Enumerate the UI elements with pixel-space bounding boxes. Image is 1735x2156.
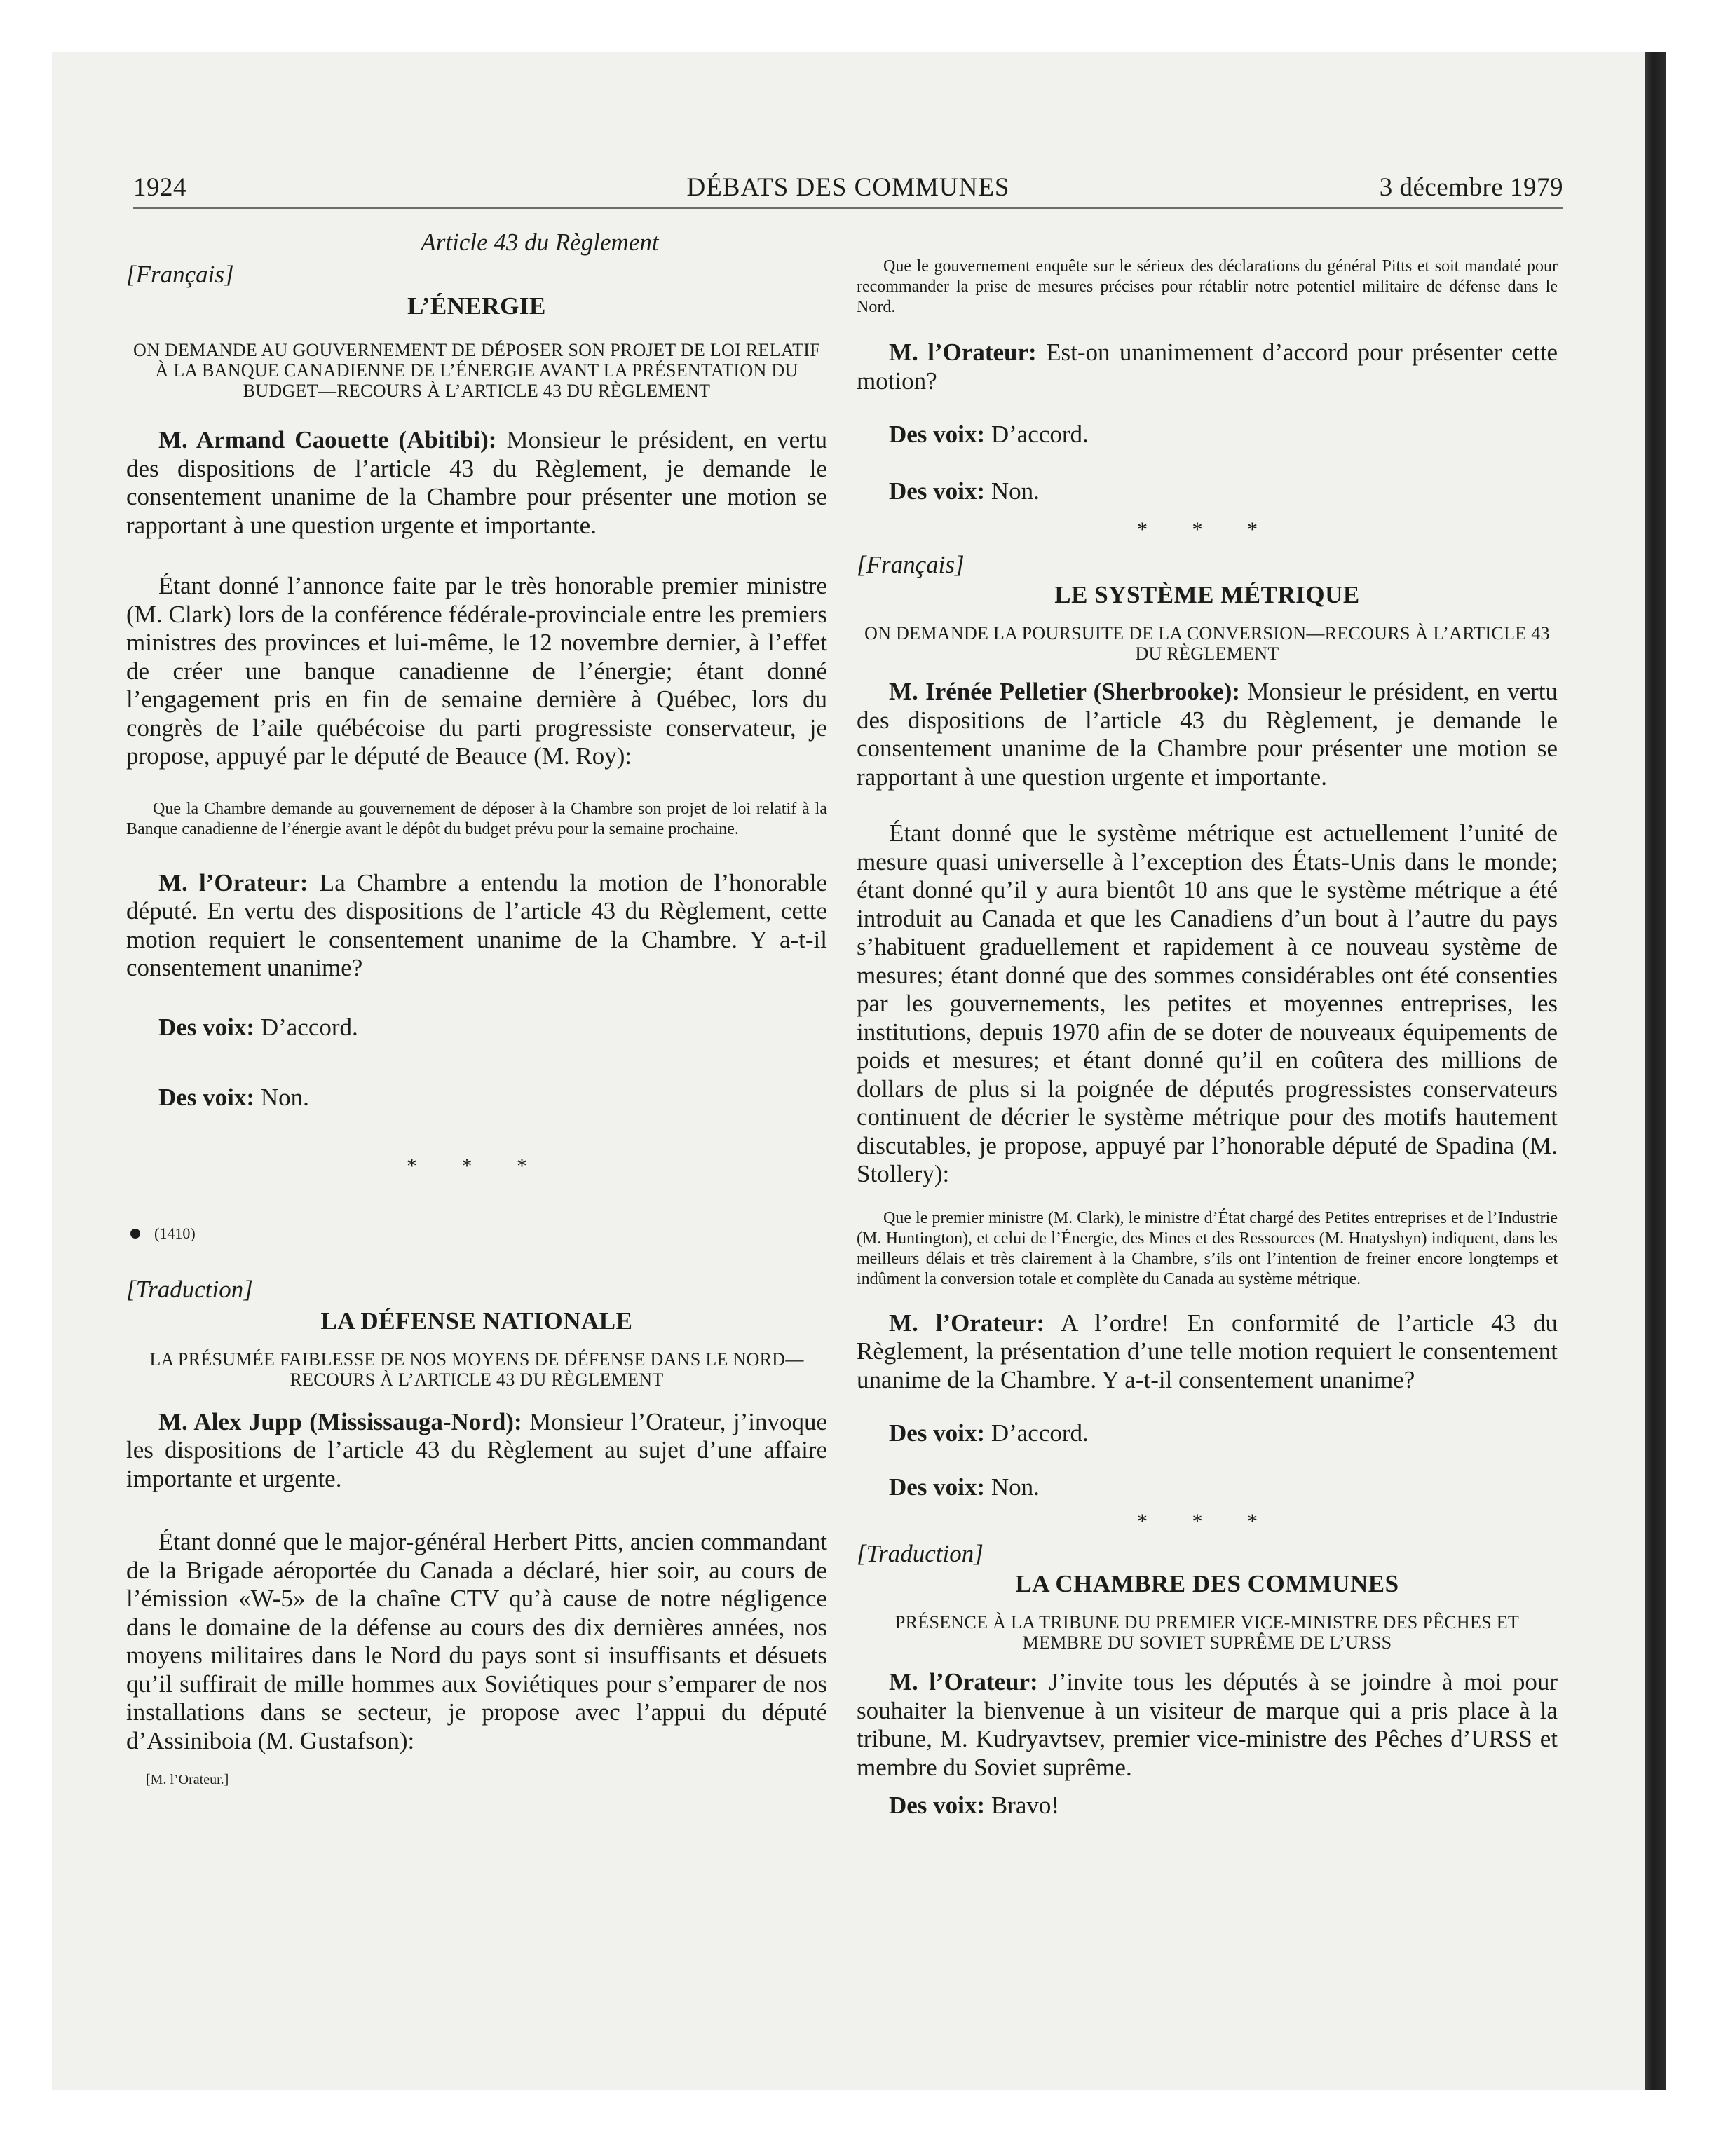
voices-line <box>857 1792 1558 1820</box>
speaker-name: M. l’Orateur: <box>158 868 308 896</box>
section-separator: * * * <box>407 1154 547 1178</box>
voices-line <box>857 1419 1558 1448</box>
section-heading-defense: LA DÉFENSE NATIONALE <box>320 1306 633 1335</box>
speech-text: Non. <box>985 477 1040 505</box>
language-marker: [Traduction] <box>857 1540 984 1567</box>
speech-text: J’invite tous les députés à se joindre à moi pour souhaiter la bienvenue à un visiteur de marque qui a pris place à la tribune, M. Kudryavtsev, premier vice-ministre des Pêches d’URSS et membre du Soviet suprême. <box>857 1668 1558 1781</box>
speech-paragraph <box>126 1408 827 1494</box>
speaker-name: Des voix: <box>889 477 986 505</box>
rubric-article-43: Article 43 du Règlement <box>421 228 659 256</box>
speaker-name: M. Irénée Pelletier (Sherbrooke): <box>889 678 1241 705</box>
speech-text: Est-on unanimement d’accord pour présenter cette motion? <box>857 339 1558 395</box>
speech-text: A l’ordre! En conformité de l’article 43 du Règlement, la présentation d’une telle motion requiert le consentement unanime de la Chambre. Y a-t-il consentement unanime? <box>857 1309 1558 1393</box>
speech-paragraph <box>126 869 827 983</box>
motion-quote: Que le gouvernement enquête sur le sérieux des déclarations du général Pitts et soit mandaté pour recommander la prise de mesures précises pour rétablir notre potentiel militaire de défense dans le Nord. <box>857 257 1558 316</box>
speaker-name: M. l’Orateur: <box>889 1668 1038 1696</box>
speaker-name: M. l’Orateur: <box>889 339 1037 366</box>
language-marker: [Français] <box>126 261 234 288</box>
voices-line <box>857 477 1558 506</box>
section-heading-chambre: LA CHAMBRE DES COMMUNES <box>1015 1570 1399 1597</box>
speaker-name: M. Alex Jupp (Mississauga-Nord): <box>158 1407 522 1435</box>
speaker-name: M. Armand Caouette (Abitibi): <box>158 426 497 453</box>
voices-line <box>126 1084 827 1112</box>
scan-edge-strip <box>1645 52 1666 2090</box>
voices-line <box>857 421 1558 449</box>
speech-text: D’accord. <box>254 1013 358 1041</box>
section-separator: * * * <box>1137 518 1277 541</box>
speech-text: Monsieur le président, en vertu des dispositions de l’article 43 du Règlement, je demande le consentement unanime de la Chambre pour présenter une motion se rapportant à une question urgente et importante. <box>857 678 1558 791</box>
right-column <box>857 257 1558 1820</box>
speech-text: Non. <box>254 1084 309 1111</box>
speech-text: La Chambre a entendu la motion de l’honorable député. En vertu des dispositions de l’article 43 du Règlement, cette motion requiert le consentement unanime de la Chambre. Y a-t-il consentement unanime? <box>126 868 827 981</box>
page-date: 3 décembre 1979 <box>1379 173 1563 202</box>
speech-text: Non. <box>985 1473 1040 1501</box>
language-marker: [Traduction] <box>126 1275 253 1303</box>
speech-paragraph <box>857 339 1558 395</box>
publication-title: DÉBATS DES COMMUNES <box>686 173 1010 202</box>
speaker-name: Des voix: <box>889 421 986 448</box>
section-separator: * * * <box>1137 1510 1277 1533</box>
voices-line <box>857 1473 1558 1502</box>
speech-paragraph: Étant donné l’annonce faite par le très honorable premier ministre (M. Clark) lors de la conférence fédérale-provinciale entre les premiers ministres des provinces et lui-même, le 12 novembre dernier, à l’effet de créer une banque canadienne de l’énergie; étant donné l’engagement pris en fin de semaine dernière à Québec, lors du congrès de l’aile québécoise du parti progressiste conservateur, je propose, appuyé par le député de Beauce (M. Roy): <box>126 572 827 770</box>
speaker-name: Des voix: <box>158 1084 255 1111</box>
speaker-name: M. l’Orateur: <box>889 1309 1045 1337</box>
running-footnote: [M. l’Orateur.] <box>146 1772 229 1787</box>
speaker-name: Des voix: <box>889 1473 986 1501</box>
motion-quote: Que la Chambre demande au gouvernement de déposer à la Chambre son projet de loi relatif à la Banque canadienne de l’énergie avant le dépôt du budget prévu pour la semaine prochaine. <box>126 799 827 838</box>
speech-paragraph: Étant donné que le major-général Herbert Pitts, ancien commandant de la Brigade aéroportée du Canada a déclaré, hier soir, au cours de l’émission «W-5» de la chaîne CTV qu’à cause de notre négligence dans le domaine de la défense au cours des dix dernières années, nos moyens militaires dans le Nord du pays sont si insuffisants et désuets qu’il suffirait de mille hommes aux Soviétiques pour s’emparer de nos installations dans se secteur, je propose avec l’appui du député d’Assiniboia (M. Gustafson): <box>126 1528 827 1754</box>
speech-text: Monsieur le président, en vertu des dispositions de l’article 43 du Règlement, je demande le consentement unanime de la Chambre pour présenter une motion se rapportant à une question urgente et importante. <box>126 426 827 539</box>
speech-paragraph <box>857 1309 1558 1395</box>
motion-quote: Que le premier ministre (M. Clark), le ministre d’État chargé des Petites entreprises et de l’Industrie (M. Huntington), et celui de l’Énergie, des Mines et des Ressources (M. Hnatyshyn) indiquent, dans les meilleurs délais et très clairement à la Chambre, s’ils ont l’intention de freiner encore longtemps et indûment la conversion totale et complète du Canada au système métrique. <box>857 1208 1558 1288</box>
bullet-icon <box>130 1229 140 1239</box>
left-column <box>126 228 827 1788</box>
section-heading-metrique: LE SYSTÈME MÉTRIQUE <box>1054 581 1360 608</box>
speech-paragraph <box>126 426 827 540</box>
section-subheading: ON DEMANDE LA POURSUITE DE LA CONVERSION—RECOURS À L’ARTICLE 43 DU RÈGLEMENT <box>864 623 1550 664</box>
section-subheading: LA PRÉSUMÉE FAIBLESSE DE NOS MOYENS DE DÉFENSE DANS LE NORD—RECOURS À L’ARTICLE 43 DU RÈGLEMENT <box>149 1349 804 1390</box>
header-rule <box>133 207 1563 209</box>
speech-text: Monsieur l’Orateur, j’invoque les dispositions de l’article 43 du Règlement au sujet d’une affaire importante et urgente. <box>126 1407 827 1492</box>
section-subheading: ON DEMANDE AU GOUVERNEMENT DE DÉPOSER SON PROJET DE LOI RELATIF À LA BANQUE CANADIENNE DE L’ÉNERGIE AVANT LA PRÉSENTATION DU BUDGET—RECOURS À L’ARTICLE 43 DU RÈGLEMENT <box>133 340 820 401</box>
section-heading-energie: L’ÉNERGIE <box>407 292 546 320</box>
speaker-name: Des voix: <box>889 1792 986 1819</box>
speech-paragraph <box>857 678 1558 791</box>
speech-paragraph <box>857 1668 1558 1782</box>
speech-paragraph: Étant donné que le système métrique est actuellement l’unité de mesure quasi universelle à l’exception des États-Unis dans le monde; étant donné qu’il y aura bientôt 10 ans que le système métrique a été introduit au Canada et que les Canadiens d’un bout à l’autre du pays s’habituent graduellement et rapidement à ce nouveau système de mesures; étant donné que des sommes considérables ont été consenties par les gouvernements, les petites et moyennes entreprises, les institutions, depuis 1970 afin de se doter de nouveaux équipements de poids et mesures; et étant donné qu’il en coûtera des millions de dollars de plus si la poignée de députés progressistes conservateurs continuent de décrier le système métrique pour des motifs hautement discutables, je propose, appuyé par l’honorable député de Spadina (M. Stollery): <box>857 819 1558 1187</box>
speaker-name: Des voix: <box>889 1419 986 1447</box>
speech-text: D’accord. <box>985 1419 1089 1447</box>
speech-text: D’accord. <box>985 421 1089 448</box>
speech-text: Bravo! <box>985 1792 1060 1819</box>
voices-line <box>126 1014 827 1042</box>
timestamp-text: (1410) <box>154 1224 196 1242</box>
language-marker: [Français] <box>857 551 965 578</box>
section-subheading: PRÉSENCE À LA TRIBUNE DU PREMIER VICE-MINISTRE DES PÊCHES ET MEMBRE DU SOVIET SUPRÊME DE L’URSS <box>894 1612 1520 1653</box>
page-number: 1924 <box>133 173 186 202</box>
speaker-name: Des voix: <box>158 1013 255 1041</box>
timestamp-marker <box>126 1224 827 1243</box>
